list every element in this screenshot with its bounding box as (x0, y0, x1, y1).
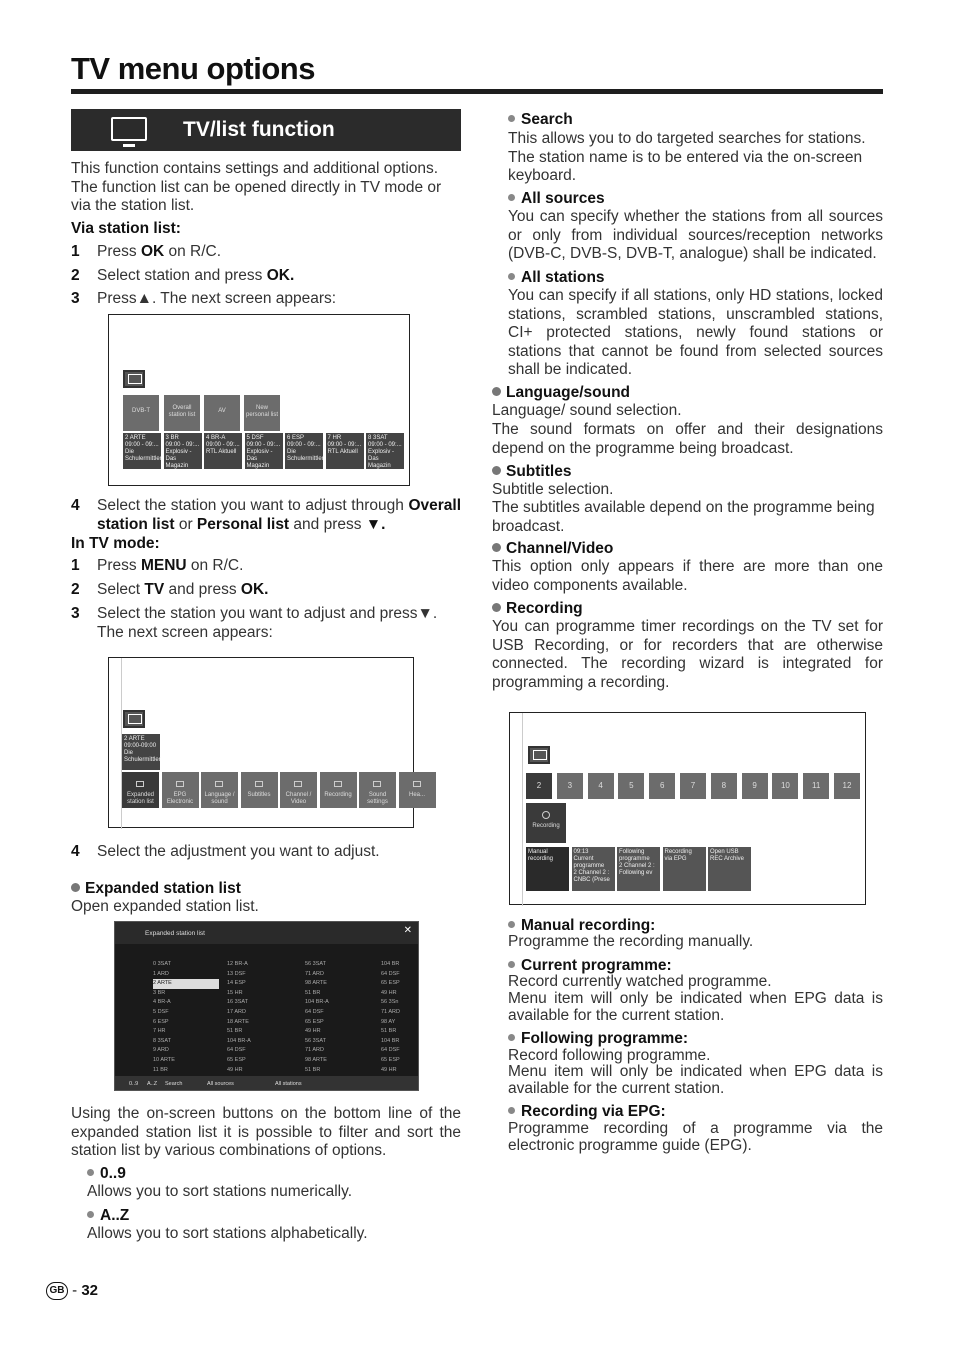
esl-station-row[interactable]: 18 ARTE (227, 1018, 249, 1025)
esl-station-row[interactable]: 12 BR-A (227, 961, 248, 967)
esl-station-row[interactable]: 49 HR (305, 1028, 321, 1035)
station-name: ARTE (129, 435, 146, 441)
esl-station-row[interactable]: 49 HR (381, 989, 397, 996)
option-icon (215, 781, 223, 787)
sort-alpha-text: Allows you to sort stations alphabetically. (87, 1225, 368, 1242)
recording-tile[interactable]: Recording (526, 803, 566, 843)
current-programme-text-1: Record currently watched programme. (508, 973, 772, 990)
channel-number-tile[interactable]: 2 (526, 773, 552, 799)
esl-station-row[interactable]: 51 BR (305, 1066, 321, 1073)
tv-step-4: 4 Select the adjustment you want to adjust. (71, 843, 380, 860)
esl-station-row[interactable]: 104 BR (381, 1037, 400, 1044)
esl-station-row[interactable]: 0 3SAT (153, 961, 171, 967)
esl-station-row[interactable]: 15 HR (227, 989, 243, 996)
via-step-1: 1 Press OK on R/C. (71, 243, 222, 260)
option-icon (136, 781, 144, 787)
expanded-text: Open expanded station list. (71, 898, 259, 915)
manual-recording-text: Programme the recording manually. (508, 933, 754, 950)
tv-step-3: 3 Select the station you want to adjust and press▼. The next screen appears: (71, 605, 438, 641)
channel-number-tile[interactable]: 6 (649, 773, 675, 799)
using-paragraph: Using the on-screen buttons on the bottom line of the expanded station list it is possible to filter and sort the station list by various combinations of options. (71, 1105, 461, 1159)
language-text-2: The sound formats on offer and their designations depend on the programme being broadcast. (492, 421, 883, 457)
function-option-tile[interactable] (201, 772, 238, 808)
via-step-2: 2 Select station and press OK. (71, 267, 295, 284)
esl-station-row[interactable]: 14 ESP (227, 980, 246, 987)
esl-station-row[interactable]: 16 3SAT (227, 999, 248, 1006)
recording-via-epg-text: Programme recording of a programme via the electronic programme guide (EPG). (508, 1120, 883, 1154)
option-icon (294, 781, 302, 787)
via-step-3: 3 Press▲. The next screen appears: (71, 290, 337, 307)
esl-station-row[interactable]: 3 BR (153, 989, 166, 996)
bullet-icon (492, 466, 501, 475)
following-programme-text-2: Menu item will only be indicated when EPG data is available for the current station. (508, 1063, 883, 1097)
station-tile[interactable] (366, 433, 404, 469)
recording-option-line: REC Archive (710, 856, 745, 862)
function-option-tile[interactable] (359, 772, 396, 808)
via-step-4: 4 Select the station you want to adjust through Overall station list or Personal list and press ▼. (71, 497, 461, 533)
page-footer: GB - 32 (46, 1282, 98, 1301)
bullet-icon (508, 273, 515, 280)
subtitles-heading: Subtitles (492, 463, 571, 482)
recording-option-tile[interactable] (617, 847, 660, 891)
screenshot-recording-menu (509, 712, 866, 905)
function-option-tile[interactable] (320, 772, 357, 808)
tv-step-2: 2 Select TV and press OK. (71, 581, 269, 598)
station-time: 09:00 - 09:... (368, 442, 402, 448)
esl-station-row[interactable]: 65 ESP (227, 1057, 246, 1063)
channel-number-tile[interactable]: 8 (711, 773, 737, 799)
esl-station-row[interactable]: 104 BR-A (305, 999, 329, 1006)
function-option-tile[interactable] (280, 772, 317, 808)
esl-station-row[interactable]: 65 ESP (305, 1018, 324, 1025)
channel-video-text: This option only appears if there are more than one video components available. (492, 558, 883, 594)
station-programme: Explosiv - Das Magazin (246, 449, 273, 469)
channel-number-tile[interactable]: 5 (618, 773, 644, 799)
esl-station-row[interactable]: 1 ARD (153, 970, 169, 977)
recording-option-line: via EPG (664, 856, 687, 862)
station-tile[interactable] (326, 433, 364, 469)
expanded-heading: Expanded station list (71, 880, 241, 899)
station-name: 3SAT (373, 435, 388, 441)
bullet-icon (87, 1169, 94, 1176)
esl-station-row[interactable]: 8 3SAT (153, 1037, 171, 1044)
bullet-icon (492, 603, 501, 612)
station-time: 09:00 - 09:... (125, 442, 159, 448)
recording-option-tile[interactable] (526, 847, 569, 891)
option-icon (373, 781, 381, 787)
sort-numeric-text: Allows you to sort stations numerically. (87, 1183, 353, 1200)
subtitles-text-2: The subtitles available depend on the programme being broadcast. (492, 499, 875, 535)
recording-heading: Recording (492, 600, 583, 619)
section-title: TV/list function (183, 118, 335, 141)
screenshot-function-menu (108, 657, 425, 828)
esl-station-row[interactable]: 7 HR (153, 1028, 166, 1035)
station-programme: Die Schulermittler (287, 449, 324, 462)
following-programme-text-1: Record following programme. (508, 1047, 711, 1064)
bullet-icon (492, 387, 501, 396)
function-option-tile[interactable] (241, 772, 278, 808)
current-programme-heading: Current programme: (508, 957, 672, 976)
recording-option-line: 2 Channel 2 : Following ev (619, 863, 655, 876)
tv-icon (111, 117, 147, 141)
via-heading: Via station list: (71, 220, 181, 237)
station-number: 8 (368, 435, 372, 441)
recording-text: You can programme timer recordings on the TV set for USB Recording, or for recorders that are otherwise connected. The recording wizard is integrated for programming a recording. (492, 618, 883, 691)
following-programme-heading: Following programme: (508, 1030, 688, 1049)
esl-station-row[interactable]: 17 ARD (227, 1009, 246, 1015)
esl-station-row[interactable]: 51 BR (305, 989, 321, 996)
sort-numeric-heading: 0..9 (87, 1165, 126, 1184)
bullet-icon (87, 1211, 94, 1218)
option-label: Sound settings (367, 792, 388, 805)
channel-number-tile[interactable]: 3 (557, 773, 583, 799)
esl-station-row[interactable]: 56 3Sn (381, 999, 399, 1006)
esl-station-row[interactable]: 65 ESP (381, 1057, 400, 1063)
tab-av[interactable]: AV (204, 395, 240, 431)
all-sources-button[interactable]: All sources (207, 1081, 234, 1087)
recording-option-line: programme (619, 856, 650, 862)
station-name: ESP (292, 435, 305, 441)
title-rule (71, 89, 883, 94)
recording-option-tile[interactable] (663, 847, 706, 891)
recording-option-line: Current programme (573, 856, 605, 869)
recording-option-line: 2 Channel 2 : CNBC (Prese (573, 870, 610, 883)
tab-overall-list[interactable]: Overall station list (164, 395, 200, 431)
recording-option-line: Manual (528, 849, 548, 855)
esl-station-row[interactable]: 6 ESP (153, 1018, 169, 1025)
station-tile[interactable] (123, 433, 161, 469)
station-name: BR-A (211, 435, 226, 441)
all-sources-text: You can specify whether the stations from all sources or only from individual sources/reception networks (DVB-C, DVB-S, DVB-T, analogue) shall be indicated. (508, 208, 883, 262)
channel-number-tile[interactable]: 11 (803, 773, 829, 799)
recording-option-line: Recording (664, 849, 692, 855)
recording-option-line: 09:13 (573, 849, 589, 855)
esl-station-row[interactable]: 104 BR (381, 961, 400, 967)
tab-new-personal-list[interactable]: New personal list (244, 395, 280, 431)
all-sources-heading: All sources (508, 190, 605, 209)
recording-option-tile[interactable] (572, 847, 615, 891)
esl-station-row[interactable]: 98 AY (381, 1018, 396, 1025)
station-number: 7 (327, 435, 331, 441)
search-button[interactable]: Search (165, 1081, 183, 1087)
sort-numeric-button[interactable]: 0..9 (129, 1081, 139, 1087)
station-time: 09:00 - 09:... (165, 442, 200, 448)
station-time: 09:00 - 09:... (287, 442, 321, 448)
sort-alpha-button[interactable]: A..Z (147, 1081, 158, 1087)
section-banner (71, 109, 461, 151)
esl-station-row[interactable]: 49 HR (227, 1066, 243, 1073)
option-icon (255, 781, 263, 787)
bullet-icon (508, 961, 515, 968)
esl-station-row[interactable]: 13 DSF (227, 970, 246, 977)
esl-station-row[interactable]: 51 BR (227, 1028, 243, 1035)
language-text-1: Language/ sound selection. (492, 402, 682, 419)
option-label: Hea... (408, 792, 425, 798)
sort-alpha-heading: A..Z (87, 1207, 129, 1226)
bullet-icon (508, 194, 515, 201)
esl-station-row[interactable]: 56 3SAT (305, 961, 326, 967)
station-programme: Explosiv - Das Magazin (368, 449, 395, 469)
tv-step-1: 1 Press MENU on R/C. (71, 557, 244, 574)
recording-option-line: Following (619, 849, 645, 855)
search-heading: Search (508, 111, 573, 130)
station-tile[interactable] (245, 433, 283, 469)
station-number: 4 (206, 435, 210, 441)
esl-station-row[interactable]: 64 DSF (381, 1047, 400, 1054)
language-heading: Language/sound (492, 384, 630, 403)
function-option-tile[interactable] (162, 772, 199, 808)
station-name: BR (170, 435, 179, 441)
esl-footer (115, 1076, 418, 1090)
all-stations-heading: All stations (508, 269, 605, 288)
station-time: 09:00 - 09:... (206, 442, 240, 448)
esl-station-row[interactable]: 2 ARTE (153, 979, 219, 989)
bullet-icon (71, 883, 80, 892)
station-tile[interactable] (285, 433, 323, 469)
station-tile[interactable] (204, 433, 242, 469)
station-programme: Die Schulermittler (125, 449, 162, 462)
channel-number-tile[interactable]: 7 (680, 773, 706, 799)
manual-recording-heading: Manual recording: (508, 917, 655, 936)
function-option-tile[interactable] (122, 772, 159, 808)
station-number: 2 (125, 435, 129, 441)
esl-station-row[interactable]: 49 HR (381, 1066, 397, 1073)
esl-station-row[interactable]: 51 BR (381, 1028, 397, 1035)
option-icon (176, 781, 184, 787)
screenshot-expanded-station-list (114, 921, 419, 1091)
esl-station-row[interactable]: 10 ARTE (153, 1057, 175, 1063)
station-programme: Explosiv - Das Magazin (165, 449, 192, 469)
station-name: DSF (251, 435, 264, 441)
esl-station-row[interactable]: 98 ARTE (305, 980, 327, 987)
recording-option-line: Open USB (710, 849, 739, 855)
tv-menu-icon (123, 710, 145, 728)
intro-paragraph: This function contains settings and additional options. The function list can be opened directly in TV mode or via the station list. (71, 160, 442, 214)
station-tile[interactable] (164, 433, 202, 469)
tv-menu-icon (528, 746, 550, 764)
station-number: 5 (246, 435, 250, 441)
option-label: Expanded station list (126, 792, 155, 805)
region-badge: GB (46, 1282, 68, 1300)
esl-station-row[interactable]: 56 3SAT (305, 1037, 326, 1044)
function-option-tile[interactable] (399, 772, 436, 808)
bullet-icon (508, 921, 515, 928)
tv-menu-icon (123, 370, 145, 388)
recording-option-line: recording (528, 856, 554, 862)
esl-station-row[interactable]: 64 DSF (227, 1047, 246, 1054)
recording-via-epg-heading: Recording via EPG: (508, 1103, 666, 1122)
station-number: 3 (165, 435, 169, 441)
option-label: Subtitles (247, 792, 271, 798)
channel-number-tile[interactable]: 12 (834, 773, 860, 799)
station-time: 09:00 - 09:... (327, 442, 362, 448)
esl-station-row[interactable]: 71 ARD (381, 1009, 400, 1015)
station-number: 6 (287, 435, 291, 441)
bullet-icon (508, 1107, 515, 1114)
esl-station-row[interactable]: 9 ARD (153, 1047, 169, 1054)
recording-option-tile[interactable] (708, 847, 751, 891)
channel-number-tile[interactable]: 9 (742, 773, 768, 799)
esl-header: Expanded station list ✕ (115, 922, 418, 944)
option-icon (334, 781, 342, 787)
screenshot-station-list (108, 314, 410, 486)
option-label: EPG Electronic (166, 792, 194, 805)
channel-video-heading: Channel/Video (492, 540, 613, 559)
esl-station-row[interactable]: 71 ARD (305, 1047, 324, 1054)
esl-station-row[interactable]: 11 BR (153, 1066, 168, 1073)
esl-station-row[interactable]: 64 DSF (381, 970, 400, 977)
esl-station-row[interactable]: 4 BR-A (153, 999, 171, 1006)
bullet-icon (508, 115, 515, 122)
all-stations-text: You can specify if all stations, only HD stations, locked stations, scrambled stations, unscrambled stations, CI+ protected stations, newly found stations or stations that cannot be found from selected sources shall be indicated. (508, 287, 883, 378)
selected-station-tile[interactable]: 2 ARTE 09:00-09:00 Die Schulermittler (122, 734, 160, 770)
esl-station-row[interactable]: 64 DSF (305, 1009, 324, 1015)
bullet-icon (508, 1034, 515, 1041)
station-name: HR (332, 435, 342, 441)
page-number: 32 (81, 1282, 99, 1299)
tv-mode-heading: In TV mode: (71, 535, 160, 552)
subtitles-text-1: Subtitle selection. (492, 481, 614, 498)
esl-station-row[interactable]: 71 ARD (305, 970, 324, 977)
all-stations-button[interactable]: All stations (275, 1081, 302, 1087)
channel-number-tile[interactable]: 4 (588, 773, 614, 799)
esl-station-row[interactable]: 104 BR-A (227, 1037, 251, 1044)
station-time: 09:00 - 09:... (246, 442, 281, 448)
option-label: Recording (324, 792, 352, 798)
option-label: Channel / Video (285, 792, 312, 805)
esl-station-row[interactable]: 98 ARTE (305, 1057, 327, 1063)
current-programme-text-2: Menu item will only be indicated when EPG data is available for the current station. (508, 990, 883, 1024)
record-icon (542, 811, 550, 819)
channel-number-tile[interactable]: 10 (772, 773, 798, 799)
bullet-icon (492, 543, 501, 552)
esl-station-row[interactable]: 65 ESP (381, 980, 400, 987)
option-icon (413, 781, 421, 787)
page-title: TV menu options (71, 51, 315, 86)
esl-station-row[interactable]: 5 DSF (153, 1009, 169, 1015)
close-icon[interactable]: ✕ (403, 925, 412, 936)
tab-dvbt[interactable]: DVB-T (123, 395, 159, 431)
station-programme: RTL Aktuell (327, 449, 358, 455)
search-text: This allows you to do targeted searches for stations. The station name is to be entered via the on-screen keyboard. (508, 130, 866, 184)
station-programme: RTL Aktuell (206, 449, 237, 455)
option-label: Language / sound (204, 792, 235, 805)
